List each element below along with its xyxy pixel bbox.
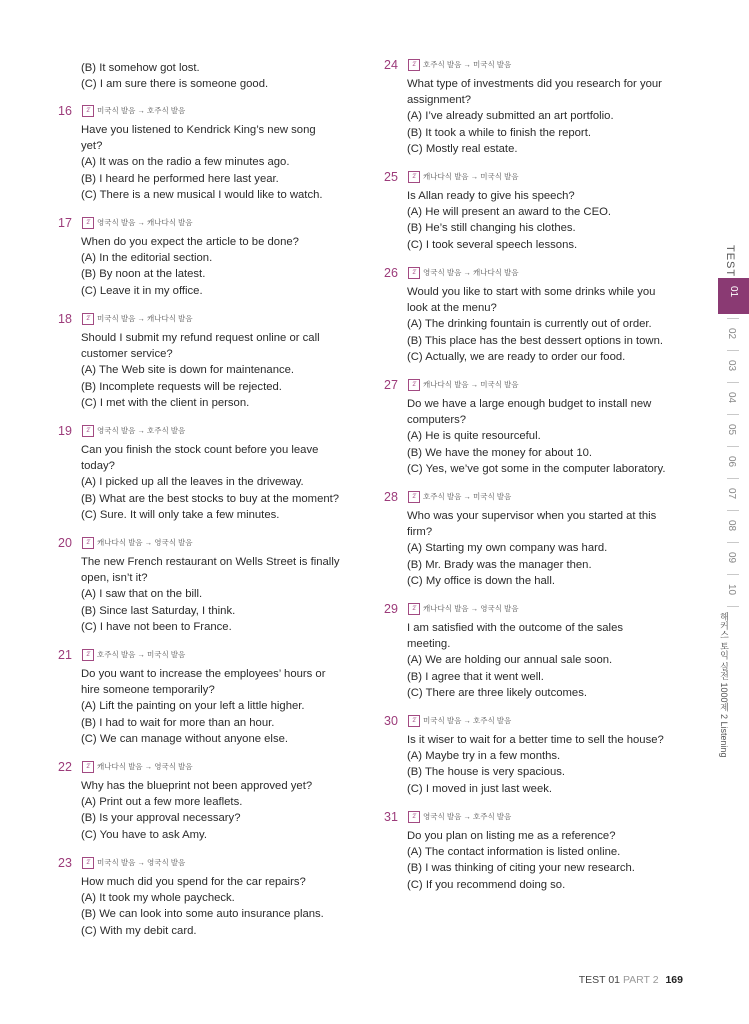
question-number: 19 — [58, 424, 72, 438]
answer-choice: (A) The drinking fountain is currently out of order. — [407, 318, 652, 331]
question-block — [384, 602, 694, 701]
audio-track-icon: 2̄ — [82, 649, 94, 661]
accent-note: 캐나다식 발음 → 미국식 발음 — [423, 380, 519, 389]
question-text: What type of investments did you research for your — [407, 78, 662, 90]
question-number: 28 — [384, 490, 398, 504]
accent-note: 캐나다식 발음 → 영국식 발음 — [97, 762, 193, 771]
answer-choice: (B) We have the money for about 10. — [407, 446, 593, 459]
audio-track-icon: 2̄ — [408, 267, 420, 279]
question-header — [384, 58, 694, 76]
question-text: Is Allan ready to give his speech? — [407, 190, 575, 202]
answer-choice: (C) Sure. It will only take a few minutes. — [81, 508, 280, 521]
question-text: Have you listened to Kendrick King’s new song — [81, 124, 316, 136]
tab-divider — [727, 446, 739, 447]
accent-note: 미국식 발음 → 호주식 발음 — [97, 106, 186, 115]
question-block — [58, 536, 358, 635]
question-text: Who was your supervisor when you started at this — [407, 510, 657, 522]
answer-choice: (C) My office is down the hall. — [407, 574, 555, 587]
audio-track-icon: 2̄ — [82, 761, 94, 773]
tab-divider — [727, 510, 739, 511]
answer-choice: (B) We can look into some auto insurance plans. — [81, 908, 324, 921]
tab-label: 01 — [728, 285, 740, 298]
answer-choice: (C) Actually, we are ready to order our food. — [407, 350, 626, 363]
question-text: firm? — [407, 526, 433, 539]
audio-track-icon: 2̄ — [82, 105, 94, 117]
question-text: today? — [81, 460, 115, 473]
answer-choice: (B) I had to wait for more than an hour. — [81, 716, 275, 729]
question-text: How much did you spend for the car repairs? — [81, 876, 306, 888]
question-header — [58, 760, 358, 778]
answer-choice: (C) I moved in just last week. — [407, 782, 553, 795]
audio-track-icon: 2̄ — [408, 603, 420, 615]
tab-divider — [727, 574, 739, 575]
answer-choice: (C) We can manage without anyone else. — [81, 732, 289, 745]
answer-choice: (B) I was thinking of citing your new research. — [407, 862, 635, 875]
question-text: hire someone temporarily? — [81, 684, 215, 697]
tab-test-07[interactable]: 07 — [726, 487, 738, 500]
tab-test-10[interactable]: 10 — [726, 583, 738, 596]
answer-choice: (B) It took a while to finish the report. — [407, 126, 591, 139]
tab-test-08[interactable]: 08 — [726, 519, 738, 532]
question-header — [58, 424, 358, 442]
question-number: 24 — [384, 58, 398, 72]
question-block — [58, 648, 358, 747]
question-header — [58, 216, 358, 234]
accent-note: 영국식 발음 → 호주식 발음 — [97, 426, 186, 435]
question-header — [384, 266, 694, 284]
answer-choice: (A) The contact information is listed online. — [407, 846, 621, 859]
footer-part: PART 2 — [622, 974, 659, 986]
answer-choice: (A) The Web site is down for maintenance. — [81, 364, 295, 377]
accent-note: 캐나다식 발음 → 영국식 발음 — [97, 538, 193, 547]
question-block — [384, 378, 694, 477]
question-number: 16 — [58, 104, 72, 118]
audio-track-icon: 2̄ — [408, 59, 420, 71]
question-block — [384, 810, 694, 893]
answer-choice: (A) Lift the painting on your left a little higher. — [81, 700, 305, 713]
question-header — [58, 856, 358, 874]
question-header — [58, 648, 358, 666]
question-text: Do you want to increase the employees’ hours or — [81, 668, 326, 680]
question-text: assignment? — [407, 94, 472, 107]
question-text: open, isn’t it? — [81, 572, 148, 585]
question-block — [58, 760, 358, 843]
tab-divider — [727, 606, 739, 607]
question-number: 27 — [384, 378, 398, 392]
accent-note: 호주식 발음 → 미국식 발음 — [97, 650, 186, 659]
question-block — [58, 424, 358, 523]
question-text: When do you expect the article to be done? — [81, 236, 299, 248]
question-header — [384, 490, 694, 508]
answer-choice: (B) What are the best stocks to buy at the moment? — [81, 492, 340, 505]
question-number: 30 — [384, 714, 398, 728]
question-number: 17 — [58, 216, 72, 230]
accent-note: 미국식 발음 → 캐나다식 발음 — [97, 314, 193, 323]
audio-track-icon: 2̄ — [408, 811, 420, 823]
question-text: Do we have a large enough budget to install new — [407, 398, 652, 410]
audio-track-icon: 2̄ — [82, 537, 94, 549]
question-number: 25 — [384, 170, 398, 184]
answer-choice: (B) Mr. Brady was the manager then. — [407, 558, 592, 571]
answer-choice: (B) This place has the best dessert options in town. — [407, 334, 663, 347]
answer-line: (B) It somehow got lost. — [81, 62, 200, 74]
answer-choice: (A) I saw that on the bill. — [81, 588, 203, 601]
answer-choice: (A) It was on the radio a few minutes ago. — [81, 156, 290, 169]
question-header — [58, 536, 358, 554]
accent-note: 미국식 발음 → 영국식 발음 — [97, 858, 186, 867]
answer-choice: (B) I heard he performed here last year. — [81, 172, 279, 185]
question-text: I am satisfied with the outcome of the sales — [407, 622, 624, 634]
question-block — [58, 104, 358, 203]
answer-choice: (A) Print out a few more leaflets. — [81, 796, 243, 809]
question-block — [384, 490, 694, 589]
answer-choice: (A) He will present an award to the CEO. — [407, 206, 612, 219]
answer-choice: (B) Is your approval necessary? — [81, 812, 241, 825]
audio-track-icon: 2̄ — [82, 857, 94, 869]
audio-track-icon: 2̄ — [408, 715, 420, 727]
question-block — [384, 714, 694, 797]
accent-note: 미국식 발음 → 호주식 발음 — [423, 716, 512, 725]
answer-choice: (A) Maybe try in a few months. — [407, 750, 561, 763]
answer-choice: (A) I picked up all the leaves in the driveway. — [81, 476, 304, 489]
answer-choice: (B) Since last Saturday, I think. — [81, 604, 236, 617]
question-header — [384, 170, 694, 188]
answer-choice: (B) By noon at the latest. — [81, 268, 206, 281]
accent-note: 영국식 발음 → 캐나다식 발음 — [423, 268, 519, 277]
tab-divider — [727, 542, 739, 543]
accent-note: 영국식 발음 → 캐나다식 발음 — [97, 218, 193, 227]
question-text: yet? — [81, 140, 103, 153]
question-number: 26 — [384, 266, 398, 280]
answer-choice: (A) It took my whole paycheck. — [81, 892, 235, 905]
tab-test-04[interactable]: 04 — [726, 391, 738, 404]
question-text: meeting. — [407, 638, 451, 651]
question-block — [58, 856, 358, 939]
question-number: 23 — [58, 856, 72, 870]
audio-track-icon: 2̄ — [408, 379, 420, 391]
tab-test-06[interactable]: 06 — [726, 455, 738, 468]
tab-test-03[interactable]: 03 — [726, 359, 738, 372]
test-tab-label: TEST — [724, 245, 736, 278]
question-number: 21 — [58, 648, 72, 662]
footer-test: TEST 01 — [578, 974, 621, 986]
question-number: 18 — [58, 312, 72, 326]
accent-note: 캐나다식 발음 → 미국식 발음 — [423, 172, 519, 181]
question-header — [384, 602, 694, 620]
accent-note: 영국식 발음 → 호주식 발음 — [423, 812, 512, 821]
tab-divider — [727, 478, 739, 479]
question-text: Is it wiser to wait for a better time to sell the house? — [407, 734, 664, 746]
answer-choice: (C) I took several speech lessons. — [407, 238, 578, 251]
question-text: computers? — [407, 414, 467, 427]
tab-divider — [727, 350, 739, 351]
answer-choice: (B) The house is very spacious. — [407, 766, 566, 779]
page-footer — [579, 974, 683, 986]
audio-track-icon: 2̄ — [82, 217, 94, 229]
question-text: customer service? — [81, 348, 173, 361]
answer-choice: (C) There is a new musical I would like to watch. — [81, 188, 323, 201]
answer-choice: (B) I agree that it went well. — [407, 670, 544, 683]
question-text: Why has the blueprint not been approved yet? — [81, 780, 313, 792]
answer-choice: (C) With my debit card. — [81, 924, 197, 937]
answer-choice: (C) There are three likely outcomes. — [407, 686, 587, 699]
question-number: 20 — [58, 536, 72, 550]
answer-choice: (C) If you recommend doing so. — [407, 878, 566, 891]
answer-choice: (A) In the editorial section. — [81, 252, 213, 265]
audio-track-icon: 2̄ — [82, 313, 94, 325]
question-header — [384, 378, 694, 396]
question-header — [58, 104, 358, 122]
tab-test-02[interactable]: 02 — [726, 327, 738, 340]
tab-test-09[interactable]: 09 — [726, 551, 738, 564]
answer-choice: (A) I’ve already submitted an art portfolio. — [407, 110, 614, 123]
question-header — [384, 810, 694, 828]
question-block — [384, 170, 694, 253]
question-header — [384, 714, 694, 732]
answer-choice: (C) Leave it in my office. — [81, 284, 203, 297]
answer-choice: (C) Mostly real estate. — [407, 142, 518, 155]
question-text: Can you finish the stock count before you leave — [81, 444, 319, 456]
answer-choice: (A) We are holding our annual sale soon. — [407, 654, 613, 667]
question-text: Should I submit my refund request online or call — [81, 332, 320, 344]
question-block — [58, 216, 358, 299]
tab-divider — [727, 318, 739, 319]
tab-divider — [727, 414, 739, 415]
question-number: 29 — [384, 602, 398, 616]
tab-divider — [727, 382, 739, 383]
question-number: 31 — [384, 810, 398, 824]
answer-choice: (C) I met with the client in person. — [81, 396, 250, 409]
audio-track-icon: 2̄ — [82, 425, 94, 437]
question-text: look at the menu? — [407, 302, 497, 315]
question-number: 22 — [58, 760, 72, 774]
question-block — [384, 58, 694, 157]
question-text: Do you plan on listing me as a reference? — [407, 830, 616, 842]
audio-track-icon: 2̄ — [408, 491, 420, 503]
tab-test-01[interactable] — [718, 278, 749, 314]
answer-choice: (A) Starting my own company was hard. — [407, 542, 608, 555]
answer-choice: (C) You have to ask Amy. — [81, 828, 208, 841]
question-text: The new French restaurant on Wells Street is finally — [81, 556, 340, 568]
question-block — [384, 266, 694, 365]
accent-note: 호주식 발음 → 미국식 발음 — [423, 60, 512, 69]
page-number: 169 — [665, 974, 683, 986]
answer-choice: (C) Yes, we’ve got some in the computer laboratory. — [407, 462, 666, 475]
question-text: Would you like to start with some drinks while you — [407, 286, 656, 298]
answer-line: (C) I am sure there is someone good. — [81, 78, 269, 91]
question-block — [58, 312, 358, 411]
answer-choice: (C) I have not been to France. — [81, 620, 232, 633]
question-header — [58, 312, 358, 330]
answer-choice: (B) He’s still changing his clothes. — [407, 222, 576, 235]
tab-test-05[interactable]: 05 — [726, 423, 738, 436]
accent-note: 호주식 발음 → 미국식 발음 — [423, 492, 512, 501]
book-title: 해커스 토익 실전 1000제 2 Listening — [719, 612, 729, 758]
audio-track-icon: 2̄ — [408, 171, 420, 183]
continuation — [58, 60, 358, 92]
answer-choice: (A) He is quite resourceful. — [407, 430, 541, 443]
accent-note: 캐나다식 발음 → 영국식 발음 — [423, 604, 519, 613]
answer-choice: (B) Incomplete requests will be rejected. — [81, 380, 282, 393]
